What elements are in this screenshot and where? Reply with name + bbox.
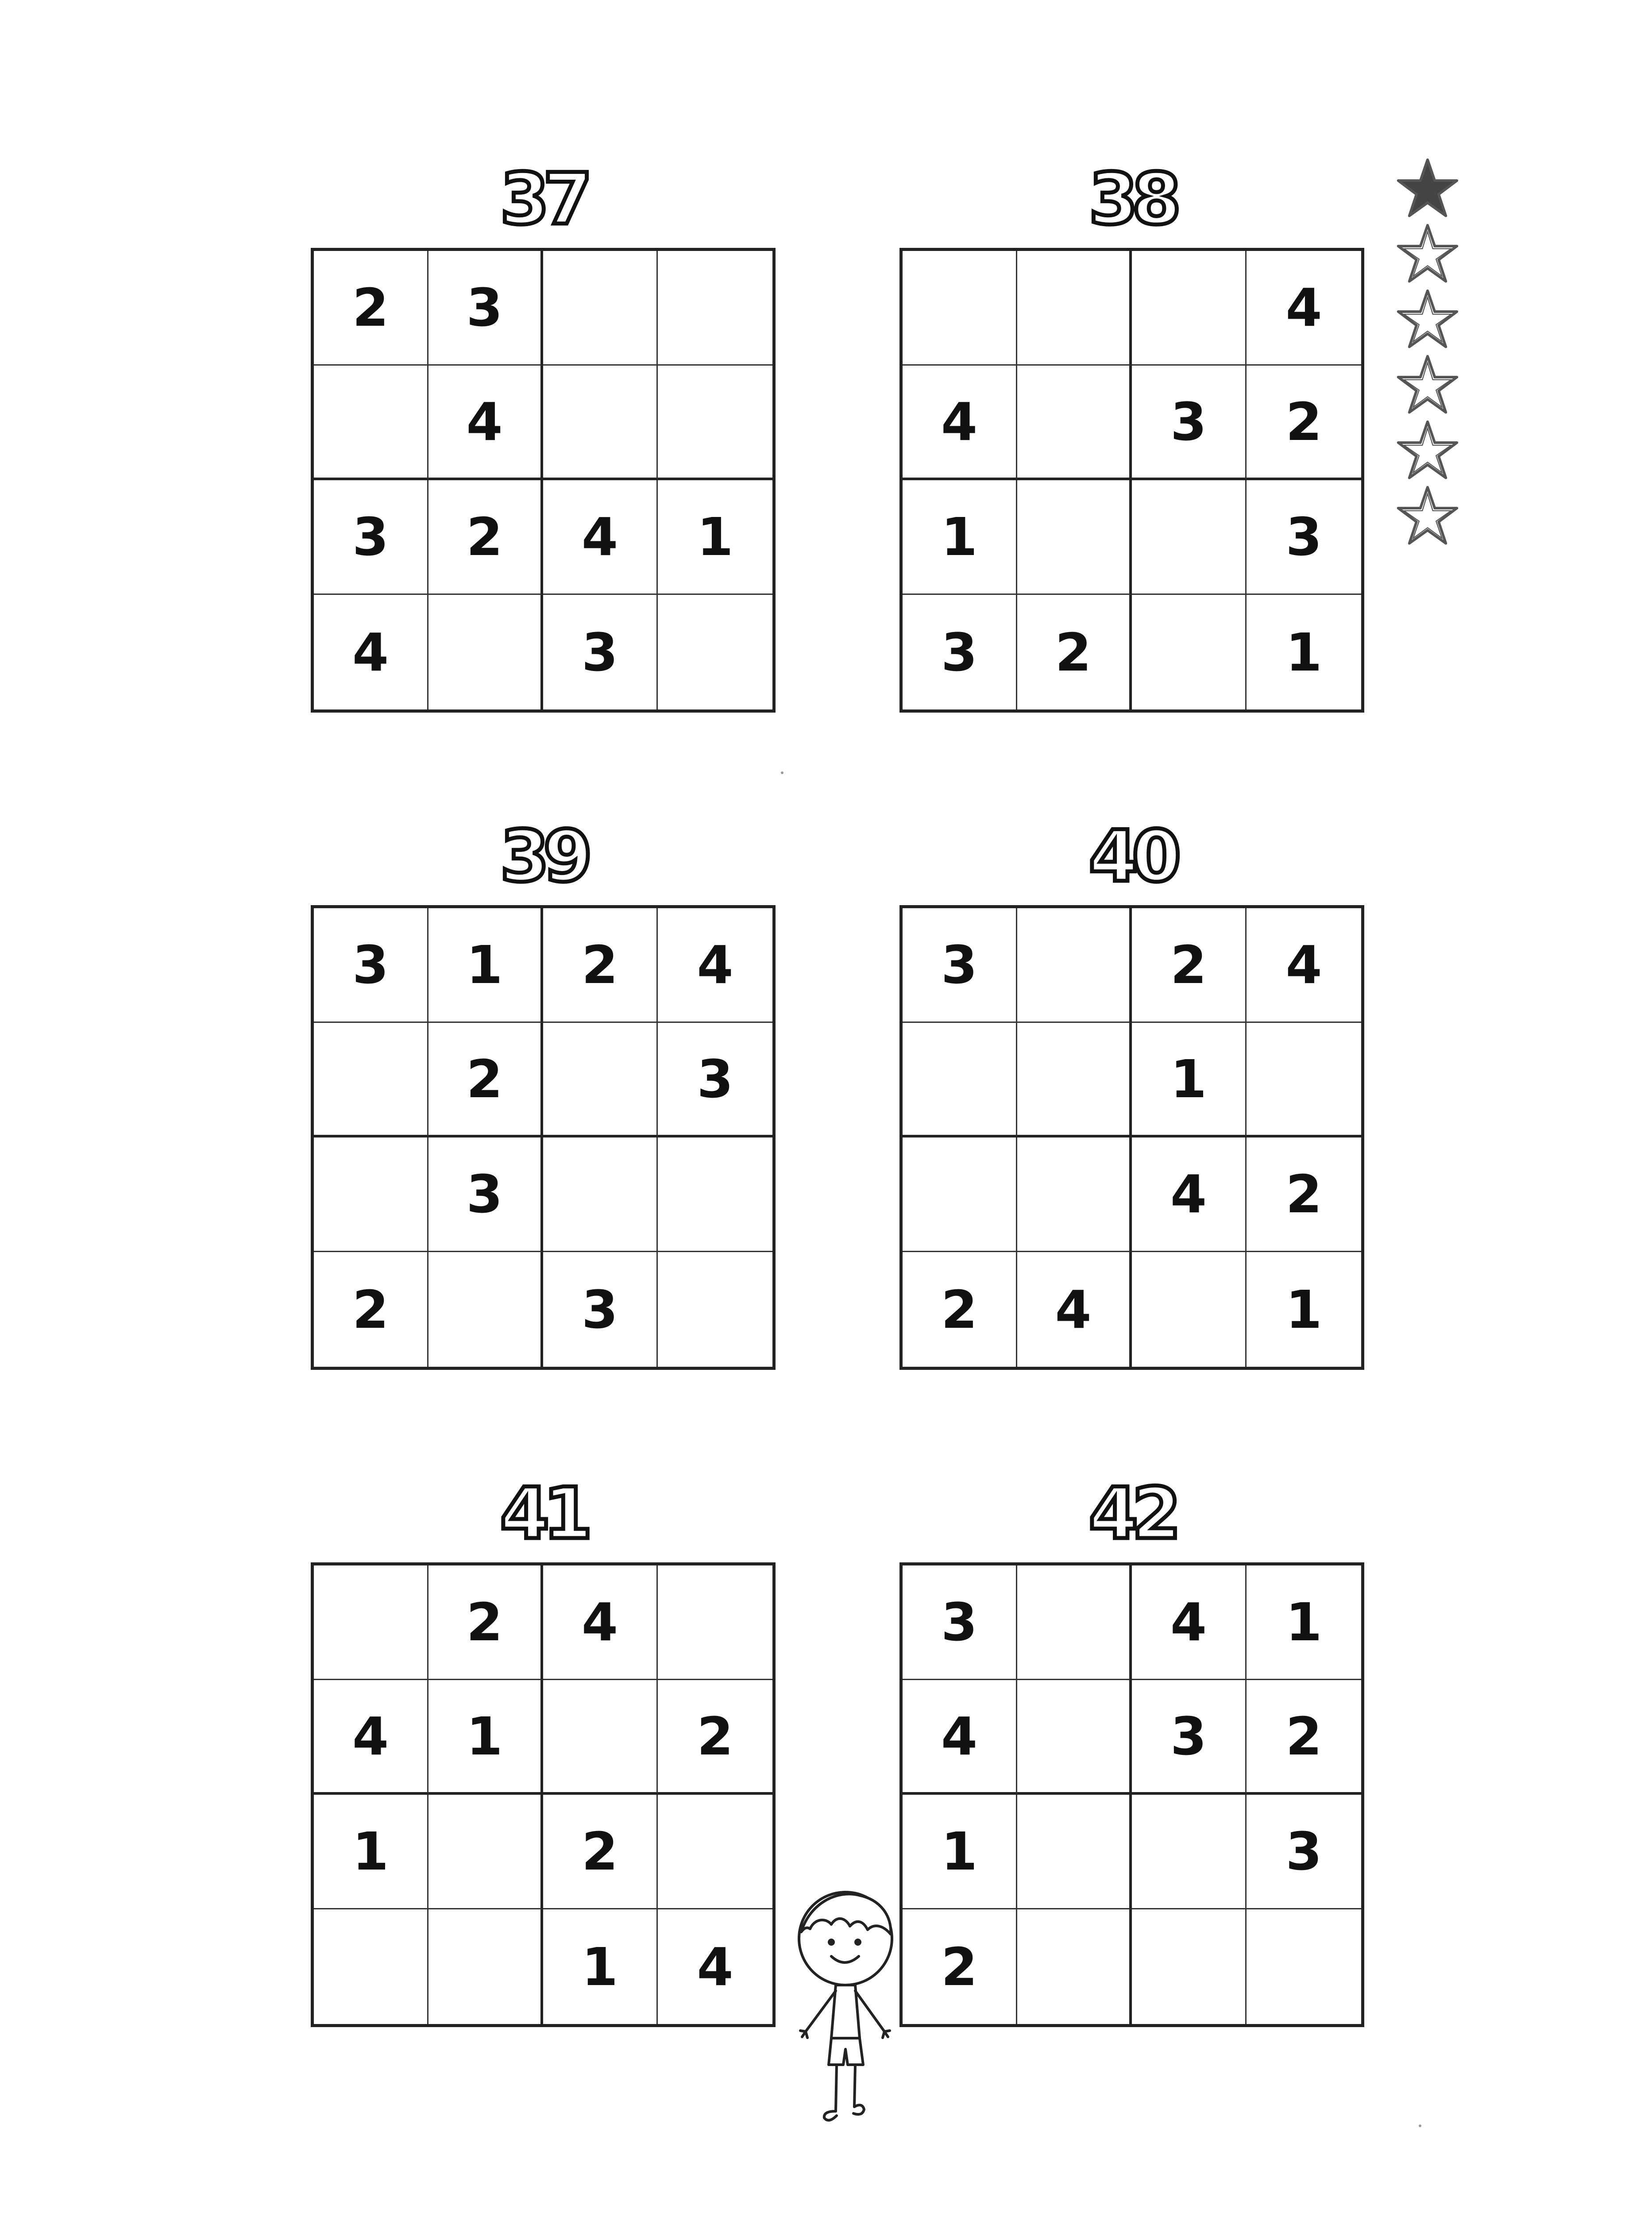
grid-cell	[543, 1023, 658, 1137]
grid-cell	[1017, 1680, 1132, 1795]
grid-cell	[543, 366, 658, 480]
grid-cell	[903, 1137, 1017, 1252]
grid-cell	[1017, 251, 1132, 366]
grid-cell	[658, 1252, 772, 1367]
grid-cell: 1	[1285, 621, 1322, 683]
grid-cell: 4	[314, 595, 428, 709]
grid-cell: 4	[1132, 1137, 1247, 1252]
grid-cell	[1017, 1565, 1132, 1680]
grid-cell: 3	[1247, 480, 1361, 595]
grid-cell: 2	[428, 480, 543, 595]
grid-cell: 4	[1017, 1252, 1132, 1367]
grid-cell: 1	[658, 480, 772, 595]
grid-cell: 3	[903, 908, 1017, 1023]
grid-cell: 2	[1017, 595, 1132, 709]
grid-cell: 4	[543, 480, 658, 595]
sudoku-grid	[311, 905, 776, 1370]
star-icon	[1394, 485, 1461, 547]
print-speck	[781, 771, 784, 774]
sudoku-grid	[899, 1562, 1364, 2027]
sudoku-grid	[311, 248, 776, 713]
grid-cell: 4	[903, 366, 1017, 480]
puzzle-number: 38	[1088, 158, 1175, 240]
puzzle-number: 37	[500, 158, 587, 240]
puzzle-number: 42	[1088, 1472, 1175, 1555]
grid-cell	[1017, 1023, 1132, 1137]
grid-cell	[1132, 595, 1247, 709]
grid-cell	[1132, 1909, 1247, 2024]
grid-cell	[428, 1795, 543, 1909]
puzzle-number: 39	[500, 815, 587, 898]
star-icon	[1394, 157, 1461, 219]
grid-cell: 3	[314, 908, 428, 1023]
grid-cell: 2	[903, 1252, 1017, 1367]
grid-cell	[314, 1137, 428, 1252]
grid-cell: 3	[1132, 1680, 1247, 1795]
grid-cell	[903, 1023, 1017, 1137]
grid-cell	[428, 1909, 543, 2024]
grid-cell: 2	[903, 1909, 1017, 2024]
grid-cell	[314, 1909, 428, 2024]
grid-cell: 2	[1247, 1137, 1361, 1252]
grid-cell	[428, 1252, 543, 1367]
grid-cell	[1132, 251, 1247, 366]
grid-cell: 3	[903, 1565, 1017, 1680]
grid-cell: 2	[1247, 1680, 1361, 1795]
grid-cell: 2	[314, 251, 428, 366]
grid-cell: 2	[658, 1680, 772, 1795]
grid-cell: 1	[543, 1909, 658, 2024]
grid-cell	[1132, 480, 1247, 595]
star-icon	[1394, 288, 1461, 350]
grid-cell	[658, 251, 772, 366]
grid-cell: 2	[543, 908, 658, 1023]
grid-cell: 3	[428, 1137, 543, 1252]
grid-cell: 1	[428, 1680, 543, 1795]
star-icon	[1394, 419, 1461, 481]
grid-cell	[428, 595, 543, 709]
grid-cell: 2	[428, 1565, 543, 1680]
grid-cell	[1132, 1795, 1247, 1909]
grid-cell: 3	[314, 480, 428, 595]
grid-cell	[658, 1565, 772, 1680]
grid-cell: 1	[314, 1795, 428, 1909]
grid-cell: 4	[314, 1680, 428, 1795]
grid-cell: 4	[1132, 1565, 1247, 1680]
print-speck	[1419, 2124, 1421, 2127]
grid-cell: 1	[1132, 1023, 1247, 1137]
grid-cell: 1	[903, 1795, 1017, 1909]
grid-cell: 2	[428, 1023, 543, 1137]
puzzle-number: 41	[500, 1472, 587, 1555]
grid-cell: 1	[1247, 1565, 1361, 1680]
sudoku-grid	[311, 1562, 776, 2027]
grid-cell: 2	[1132, 908, 1247, 1023]
grid-cell	[1017, 1137, 1132, 1252]
grid-cell: 1	[428, 908, 543, 1023]
sudoku-grid	[899, 248, 1364, 713]
grid-cell	[1017, 1795, 1132, 1909]
grid-cell	[658, 1795, 772, 1909]
grid-cell	[314, 366, 428, 480]
grid-cell	[903, 251, 1017, 366]
grid-cell	[543, 251, 658, 366]
grid-cell: 3	[658, 1023, 772, 1137]
grid-cell	[1247, 1023, 1361, 1137]
stick-boy-illustration	[779, 1890, 912, 2138]
sudoku-grid	[899, 905, 1364, 1370]
grid-cell	[1017, 366, 1132, 480]
grid-cell: 2	[543, 1795, 658, 1909]
grid-cell	[658, 595, 772, 709]
grid-cell	[1247, 1909, 1361, 2024]
grid-cell: 3	[428, 251, 543, 366]
grid-cell	[658, 1137, 772, 1252]
grid-cell	[658, 366, 772, 480]
grid-cell: 2	[314, 1252, 428, 1367]
grid-cell: 4	[428, 366, 543, 480]
grid-cell: 2	[1247, 366, 1361, 480]
grid-cell: 4	[1247, 251, 1361, 366]
grid-cell: 4	[903, 1680, 1017, 1795]
grid-cell: 4	[697, 1936, 733, 1997]
grid-cell	[314, 1565, 428, 1680]
grid-cell	[543, 1680, 658, 1795]
grid-cell	[543, 1137, 658, 1252]
puzzle-number: 40	[1088, 815, 1175, 898]
grid-cell	[1132, 1252, 1247, 1367]
grid-cell	[314, 1023, 428, 1137]
grid-cell: 3	[543, 1252, 658, 1367]
grid-cell	[1017, 908, 1132, 1023]
grid-cell: 3	[543, 595, 658, 709]
grid-cell: 3	[903, 595, 1017, 709]
star-icon	[1394, 354, 1461, 416]
difficulty-rating	[1394, 157, 1461, 550]
star-icon	[1394, 223, 1461, 285]
grid-cell: 4	[658, 908, 772, 1023]
grid-cell: 3	[1132, 366, 1247, 480]
grid-cell: 4	[543, 1565, 658, 1680]
grid-cell	[1017, 1909, 1132, 2024]
grid-cell	[1017, 480, 1132, 595]
grid-cell: 1	[1285, 1279, 1322, 1340]
grid-cell: 4	[1247, 908, 1361, 1023]
grid-cell: 3	[1247, 1795, 1361, 1909]
grid-cell: 1	[903, 480, 1017, 595]
